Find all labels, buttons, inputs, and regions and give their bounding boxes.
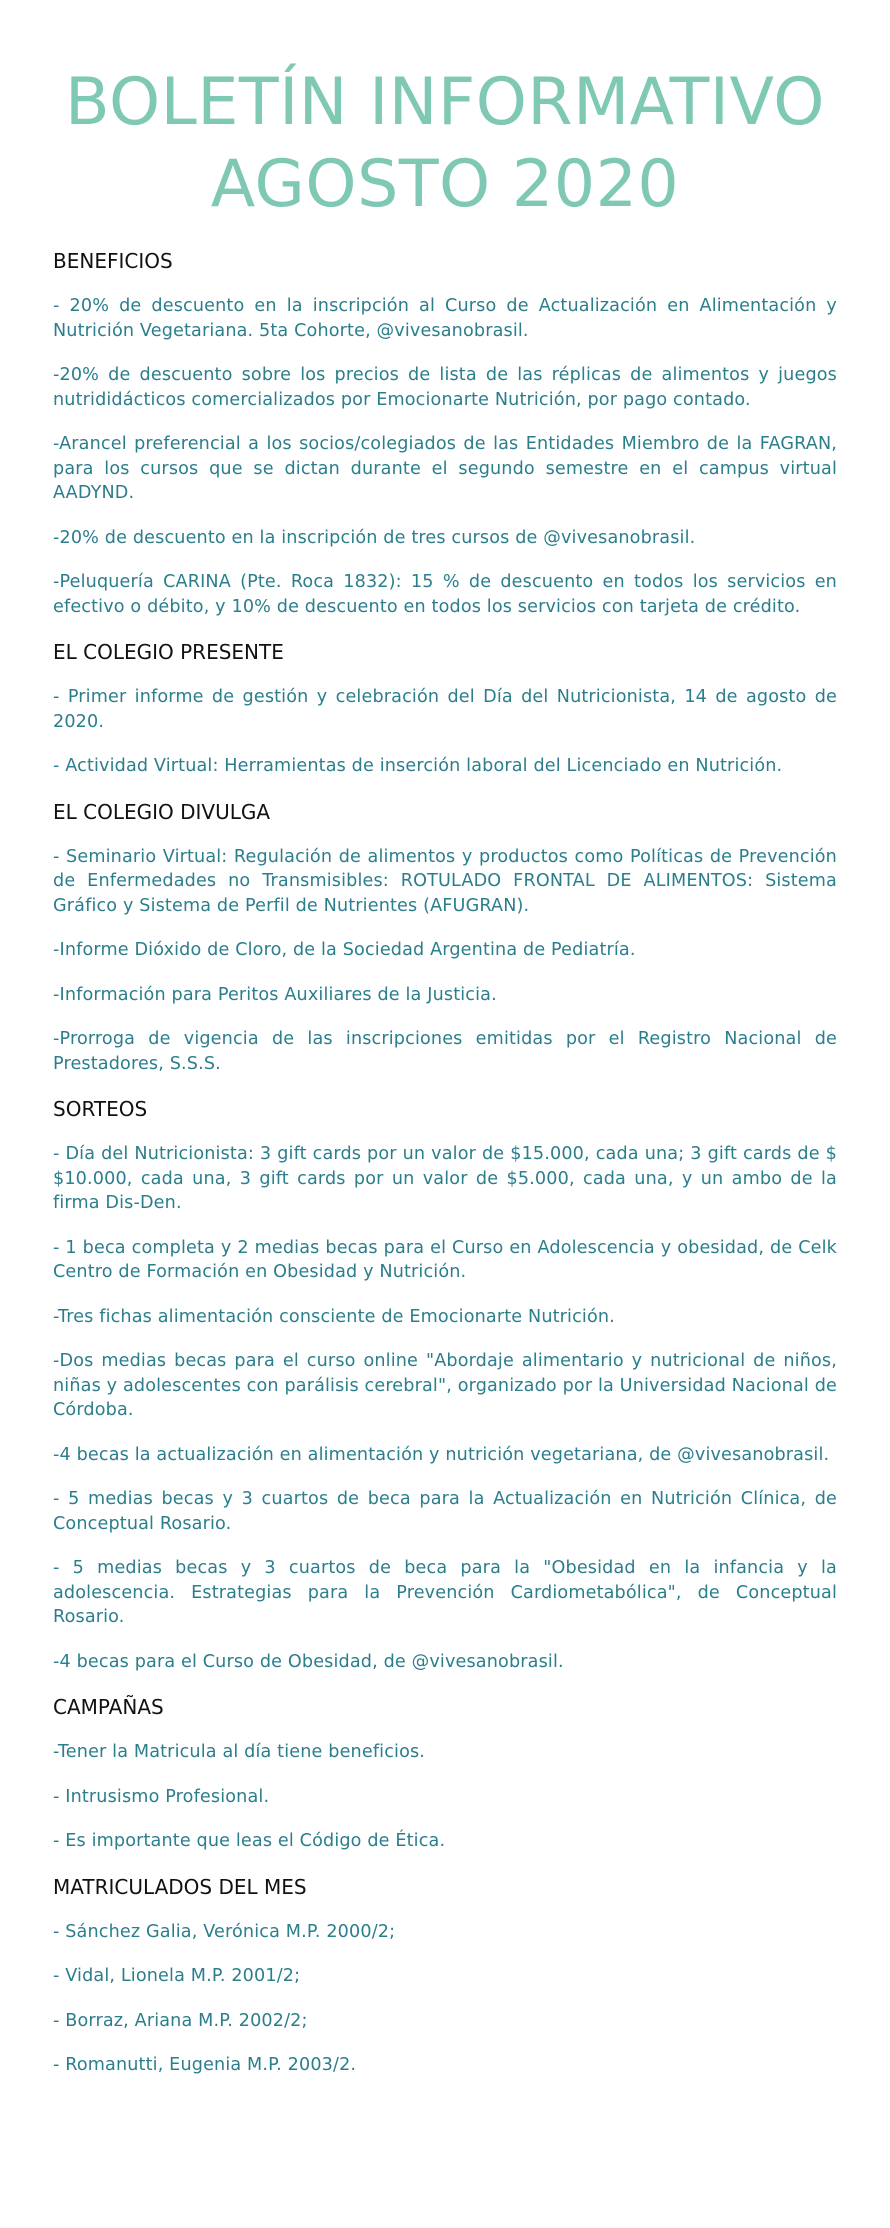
- section-heading: MATRICULADOS DEL MES: [53, 1874, 307, 1899]
- section-heading: CAMPAÑAS: [53, 1695, 164, 1719]
- list-item: - Intrusismo Profesional.: [53, 1786, 270, 1807]
- section-heading: SORTEOS: [53, 1097, 148, 1121]
- page-title: [53, 62, 837, 226]
- list-item: -4 becas la actualización en alimentación y nutrición vegetariana, de @vivesanobrasil.: [53, 1444, 830, 1465]
- list-item: - Vidal, Lionela M.P. 2001/2;: [53, 1966, 301, 1986]
- list-item: -Dos medias becas para el curso online "Abordaje alimentario y nutricional de niños, niñas y adolescentes con parálisis cerebral", organizado por la Universidad Nacional de Córdoba.: [53, 1351, 837, 1420]
- list-item: -Peluquería CARINA (Pte. Roca 1832): 15 % de descuento en todos los servicios en efectivo o débito, y 10% de descuento en todos los servicios con tarjeta de crédito.: [53, 572, 837, 617]
- section-beneficios: [53, 248, 837, 619]
- title-line-1: BOLETÍN INFORMATIVO: [65, 65, 825, 140]
- section-campañas: [53, 1694, 837, 1854]
- section-el-colegio-divulga: [53, 799, 837, 1077]
- list-item: -Informe Dióxido de Cloro, de la Sociedad Argentina de Pediatría.: [53, 940, 636, 960]
- list-item: - Seminario Virtual: Regulación de alimentos y productos como Políticas de Prevención de Enfermedades no Transmisibles: ROTULADO FRONTAL DE ALIMENTOS: Sistema Gráfico y Sistema de Perfil de Nutrientes (AFUGRAN).: [53, 846, 837, 916]
- list-item: -Arancel preferencial a los socios/colegiados de las Entidades Miembro de la FAGRAN, para los cursos que se dictan durante el segundo semestre en el campus virtual AADYND.: [53, 434, 837, 503]
- list-item: -20% de descuento en la inscripción de tres cursos de @vivesanobrasil.: [53, 527, 696, 548]
- list-item: - Es importante que leas el Código de Ética.: [53, 1831, 446, 1851]
- list-item: -Prorroga de vigencia de las inscripciones emitidas por el Registro Nacional de Prestadores, S.S.S.: [53, 1029, 837, 1074]
- list-item: - Romanutti, Eugenia M.P. 2003/2.: [53, 2055, 357, 2075]
- section-sorteos: [53, 1096, 837, 1674]
- title-line-2: AGOSTO 2020: [210, 147, 680, 222]
- section-heading: EL COLEGIO DIVULGA: [53, 799, 271, 824]
- section-el-colegio-presente: [53, 639, 837, 779]
- list-item: - 5 medias becas y 3 cuartos de beca para la "Obesidad en la infancia y la adolescencia. Estrategias para la Prevención Cardiometabólica", de Conceptual Rosario.: [53, 1558, 837, 1627]
- list-item: - Primer informe de gestión y celebración del Día del Nutricionista, 14 de agosto de 2020.: [53, 687, 837, 732]
- sections-container: [53, 248, 837, 2078]
- list-item: - 5 medias becas y 3 cuartos de beca para la Actualización en Nutrición Clínica, de Conceptual Rosario.: [53, 1489, 837, 1534]
- section-heading: BENEFICIOS: [53, 249, 173, 273]
- list-item: -Información para Peritos Auxiliares de la Justicia.: [53, 984, 497, 1005]
- list-item: - Actividad Virtual: Herramientas de inserción laboral del Licenciado en Nutrición.: [53, 756, 783, 776]
- list-item: - 1 beca completa y 2 medias becas para el Curso en Adolescencia y obesidad, de Celk Centro de Formación en Obesidad y Nutrición.: [53, 1237, 837, 1282]
- section-heading: EL COLEGIO PRESENTE: [53, 640, 284, 664]
- list-item: - 20% de descuento en la inscripción al Curso de Actualización en Alimentación y Nutrición Vegetariana. 5ta Cohorte, @vivesanobrasil.: [53, 296, 837, 341]
- list-item: -4 becas para el Curso de Obesidad, de @vivesanobrasil.: [53, 1651, 564, 1672]
- list-item: - Borraz, Ariana M.P. 2002/2;: [53, 2010, 308, 2031]
- list-item: -Tener la Matricula al día tiene beneficios.: [53, 1742, 426, 1762]
- list-item: -20% de descuento sobre los precios de lista de las réplicas de alimentos y juegos nutrididácticos comercializados por Emocionarte Nutrición, por pago contado.: [53, 365, 837, 410]
- list-item: -Tres fichas alimentación consciente de Emocionarte Nutrición.: [53, 1306, 615, 1327]
- list-item: - Sánchez Galia, Verónica M.P. 2000/2;: [53, 1921, 396, 1942]
- list-item: - Día del Nutricionista: 3 gift cards por un valor de $15.000, cada una; 3 gift cards de $ $10.000, cada una, 3 gift cards por un valor de $5.000, cada una, y un ambo de la firma Dis-Den.: [53, 1144, 837, 1213]
- section-matriculados-del-mes: [53, 1874, 837, 2078]
